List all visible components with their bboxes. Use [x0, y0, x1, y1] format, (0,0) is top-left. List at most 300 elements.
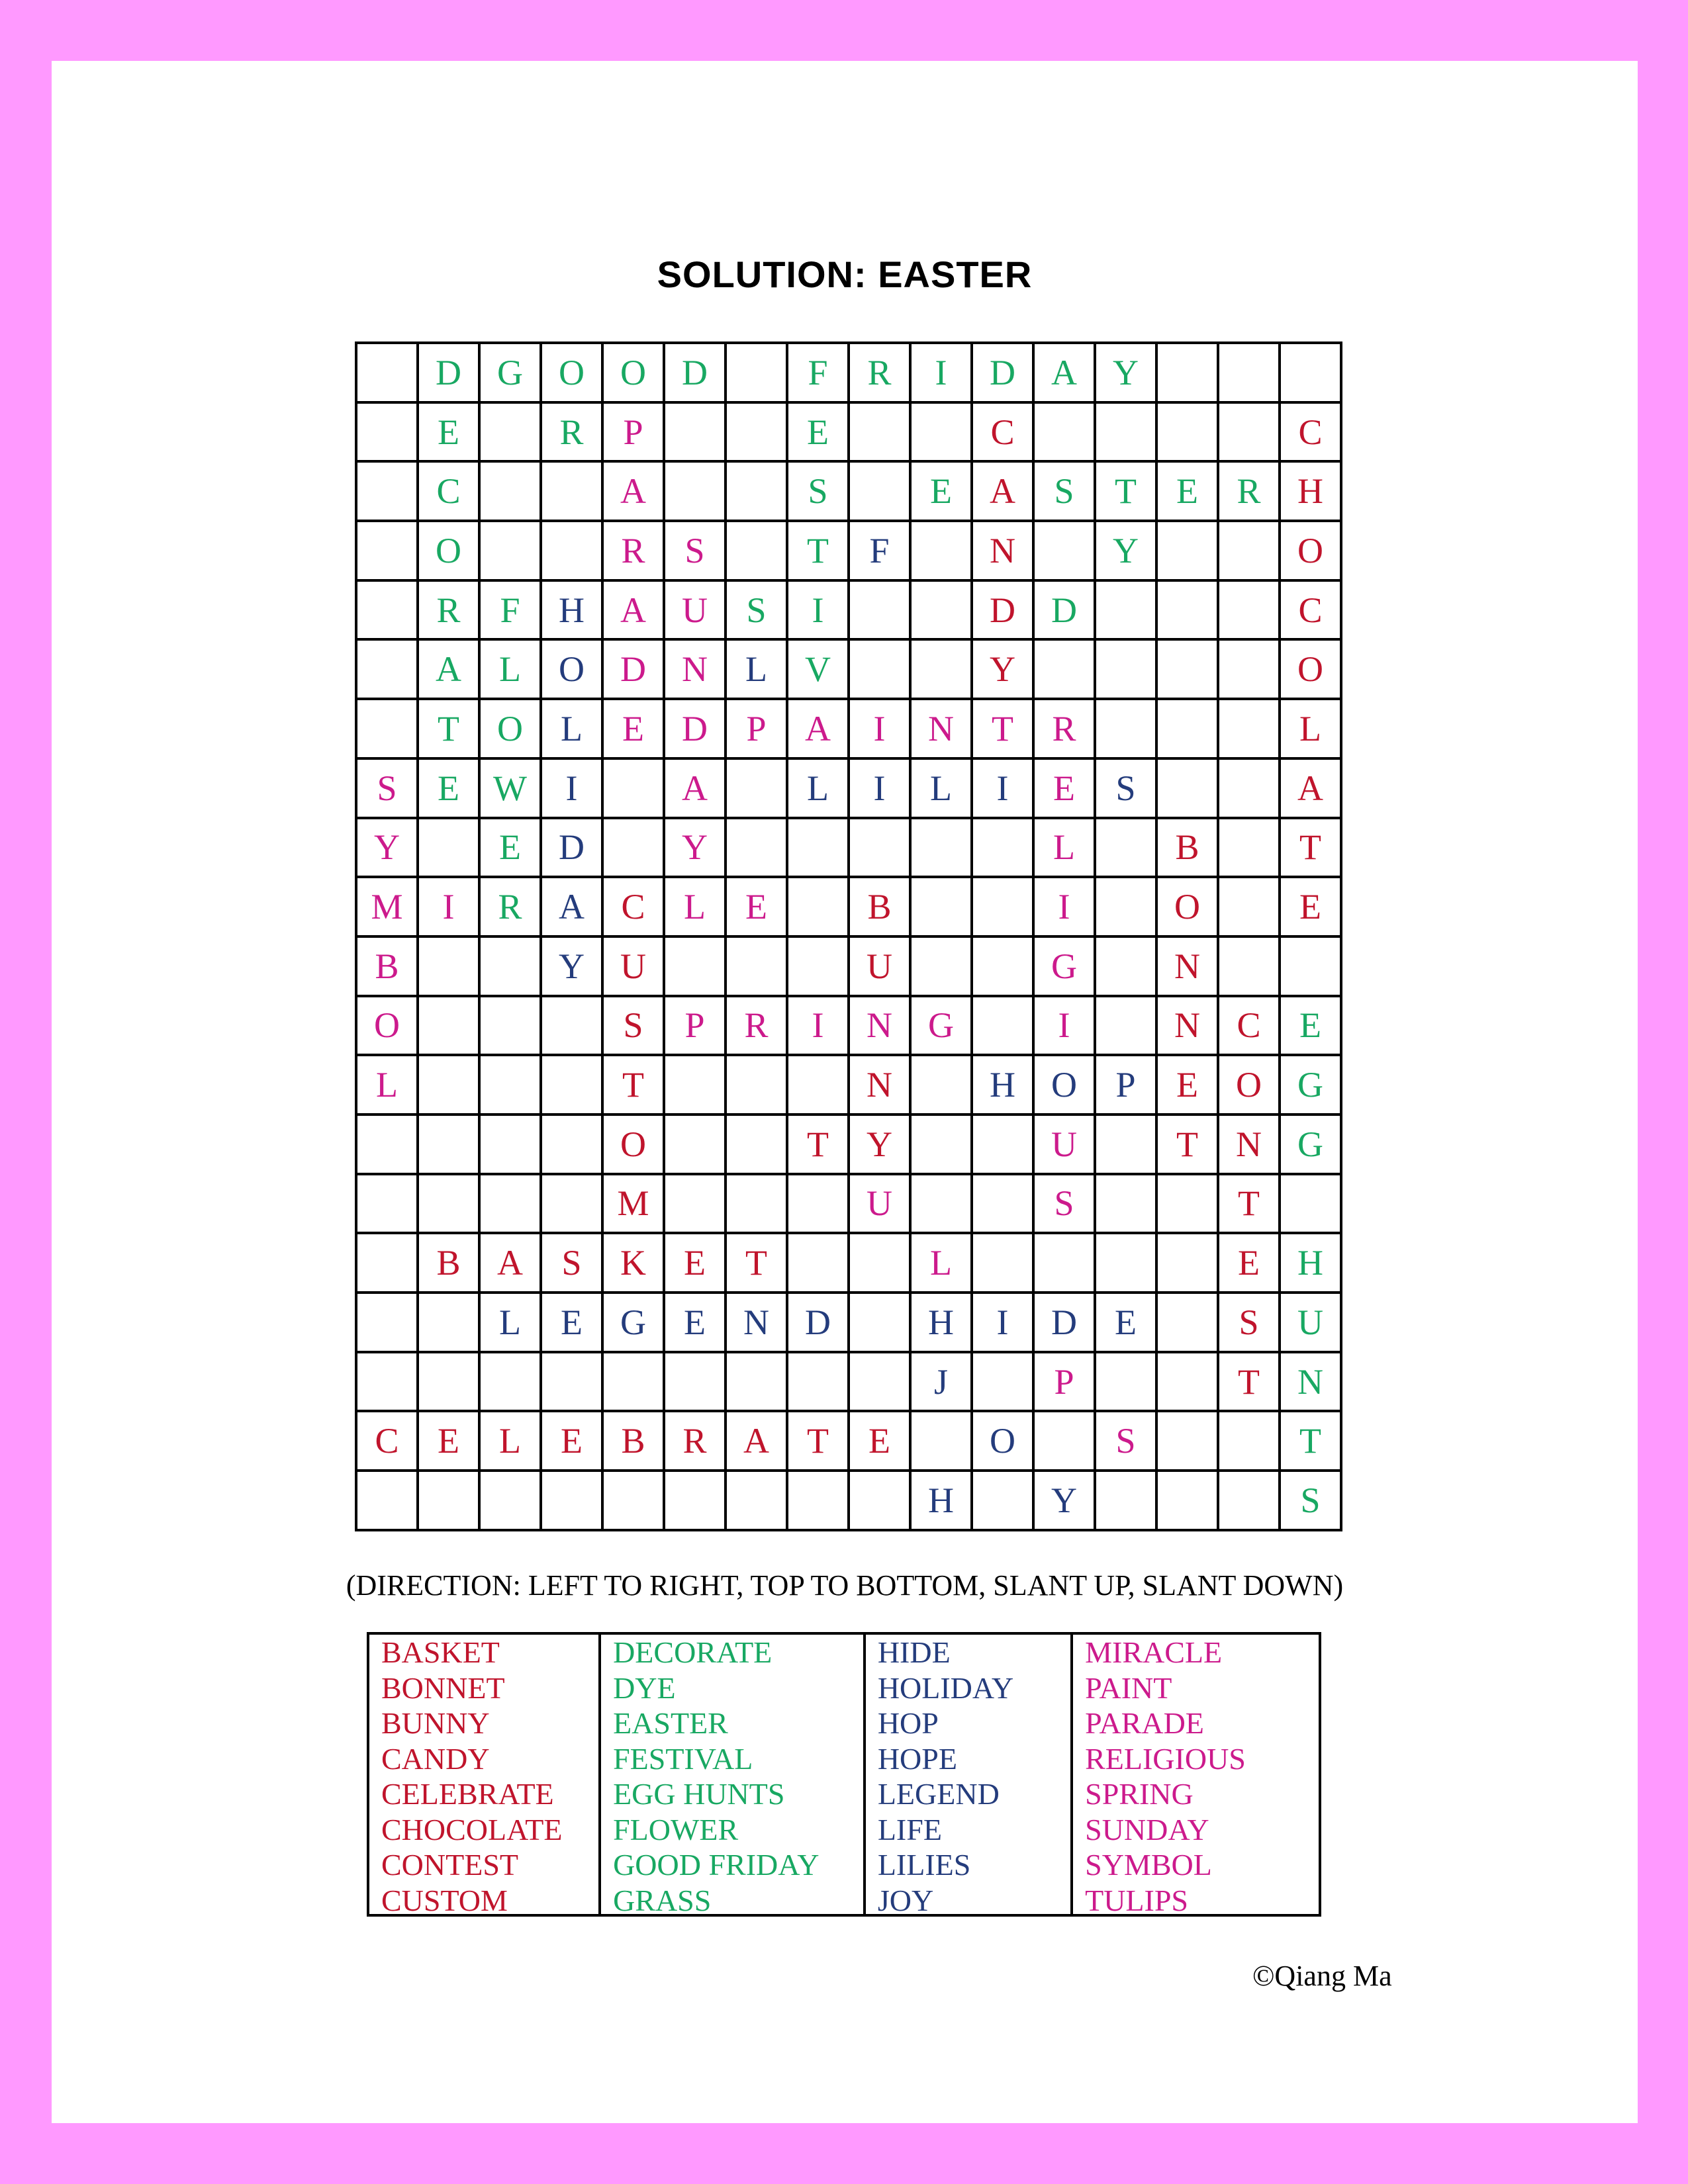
grid-cell — [973, 1353, 1035, 1413]
grid-cell — [1096, 938, 1158, 997]
grid-cell — [973, 1472, 1035, 1531]
grid-cell: N — [1219, 1116, 1281, 1175]
grid-cell — [1158, 404, 1219, 463]
grid-cell — [1035, 404, 1096, 463]
grid-cell: E — [419, 760, 481, 819]
grid-cell: G — [1281, 1116, 1342, 1175]
grid-cell: D — [1035, 582, 1096, 641]
grid-cell — [1096, 641, 1158, 700]
grid-cell — [542, 997, 604, 1057]
word-list-item: CONTEST — [381, 1848, 518, 1882]
word-list-item: HOLIDAY — [877, 1670, 1014, 1705]
grid-cell: D — [973, 582, 1035, 641]
grid-cell — [1219, 760, 1281, 819]
grid-cell — [788, 1353, 850, 1413]
grid-cell — [973, 938, 1035, 997]
grid-cell: L — [1035, 819, 1096, 879]
grid-cell: I — [1035, 997, 1096, 1057]
grid-cell — [1158, 1353, 1219, 1413]
grid-cell — [1281, 344, 1342, 404]
grid-cell — [973, 878, 1035, 938]
grid-cell — [665, 1353, 727, 1413]
grid-cell — [665, 1056, 727, 1116]
grid-cell: P — [1096, 1056, 1158, 1116]
grid-cell — [357, 1175, 419, 1235]
word-list-item: CHOCOLATE — [381, 1812, 563, 1846]
grid-cell — [850, 404, 912, 463]
grid-cell: E — [542, 1294, 604, 1353]
grid-cell — [912, 1116, 973, 1175]
word-list-item: FLOWER — [613, 1812, 739, 1846]
word-list-item: PARADE — [1085, 1706, 1204, 1740]
grid-cell — [850, 463, 912, 522]
grid-cell — [604, 819, 665, 879]
grid-cell — [542, 1175, 604, 1235]
grid-cell: U — [850, 1175, 912, 1235]
grid-cell: J — [912, 1353, 973, 1413]
grid-cell: H — [973, 1056, 1035, 1116]
word-list-item: DYE — [613, 1670, 676, 1705]
grid-cell: I — [850, 760, 912, 819]
grid-cell: M — [604, 1175, 665, 1235]
word-list-item: TULIPS — [1085, 1883, 1189, 1917]
grid-cell: O — [481, 700, 542, 760]
grid-cell: D — [604, 641, 665, 700]
grid-cell: L — [727, 641, 788, 700]
grid-cell — [1158, 344, 1219, 404]
grid-cell — [604, 760, 665, 819]
grid-cell — [481, 1472, 542, 1531]
grid-cell — [788, 1472, 850, 1531]
grid-cell: S — [357, 760, 419, 819]
grid-cell — [727, 819, 788, 879]
grid-cell — [1096, 1234, 1158, 1294]
grid-cell — [850, 1234, 912, 1294]
word-list-item: EGG HUNTS — [613, 1777, 785, 1811]
grid-cell: A — [604, 582, 665, 641]
grid-cell: K — [604, 1234, 665, 1294]
grid-cell — [1158, 1175, 1219, 1235]
grid-cell: B — [357, 938, 419, 997]
word-list-item: HOP — [877, 1706, 939, 1740]
grid-cell: O — [1158, 878, 1219, 938]
grid-cell: S — [1035, 463, 1096, 522]
grid-cell: C — [357, 1412, 419, 1472]
grid-cell — [1281, 938, 1342, 997]
grid-cell: T — [604, 1056, 665, 1116]
grid-cell: A — [604, 463, 665, 522]
grid-cell: E — [665, 1294, 727, 1353]
grid-cell — [542, 1353, 604, 1413]
word-list-column — [369, 1635, 601, 1917]
word-list-item: SUNDAY — [1085, 1812, 1209, 1846]
grid-cell: A — [788, 700, 850, 760]
grid-cell: Y — [850, 1116, 912, 1175]
grid-cell — [1035, 1412, 1096, 1472]
grid-cell — [419, 819, 481, 879]
grid-cell: H — [912, 1294, 973, 1353]
grid-cell — [1096, 819, 1158, 879]
word-list-item: FESTIVAL — [613, 1741, 753, 1776]
grid-cell: F — [850, 522, 912, 582]
grid-cell: T — [788, 522, 850, 582]
word-list-item: JOY — [877, 1883, 934, 1917]
grid-cell: H — [1281, 463, 1342, 522]
grid-cell: I — [1035, 878, 1096, 938]
grid-cell — [1035, 522, 1096, 582]
grid-cell — [542, 1116, 604, 1175]
grid-cell: R — [542, 404, 604, 463]
grid-cell — [1219, 582, 1281, 641]
word-list-item: LEGEND — [877, 1777, 1000, 1811]
grid-cell — [419, 938, 481, 997]
grid-cell — [419, 1175, 481, 1235]
grid-cell — [973, 997, 1035, 1057]
grid-cell: O — [973, 1412, 1035, 1472]
grid-cell: T — [788, 1412, 850, 1472]
grid-cell — [1096, 404, 1158, 463]
grid-cell — [1096, 997, 1158, 1057]
grid-cell — [727, 344, 788, 404]
grid-cell — [1158, 1294, 1219, 1353]
grid-cell: Y — [1035, 1472, 1096, 1531]
grid-cell: O — [357, 997, 419, 1057]
grid-cell: D — [542, 819, 604, 879]
grid-cell — [357, 582, 419, 641]
grid-cell — [727, 1116, 788, 1175]
grid-cell — [1219, 700, 1281, 760]
grid-cell — [542, 522, 604, 582]
word-list-item: SPRING — [1085, 1777, 1194, 1811]
word-list-column — [601, 1635, 866, 1917]
grid-cell — [1158, 582, 1219, 641]
grid-cell: T — [973, 700, 1035, 760]
grid-cell — [542, 463, 604, 522]
grid-cell: Y — [973, 641, 1035, 700]
grid-cell: U — [1035, 1116, 1096, 1175]
grid-cell — [1096, 1175, 1158, 1235]
grid-cell: G — [1035, 938, 1096, 997]
grid-cell: T — [788, 1116, 850, 1175]
grid-cell: S — [788, 463, 850, 522]
grid-cell — [1219, 938, 1281, 997]
grid-cell: I — [912, 344, 973, 404]
grid-cell: V — [788, 641, 850, 700]
grid-cell — [1219, 641, 1281, 700]
word-list-item: MIRACLE — [1085, 1635, 1223, 1669]
grid-cell: N — [1158, 997, 1219, 1057]
grid-cell: P — [604, 404, 665, 463]
grid-cell: E — [788, 404, 850, 463]
grid-cell — [542, 1472, 604, 1531]
grid-cell: E — [419, 1412, 481, 1472]
grid-cell — [419, 1294, 481, 1353]
grid-cell — [727, 1175, 788, 1235]
grid-cell: T — [1158, 1116, 1219, 1175]
grid-cell — [850, 1472, 912, 1531]
grid-cell: L — [912, 1234, 973, 1294]
grid-cell — [481, 463, 542, 522]
word-list-item: CUSTOM — [381, 1883, 508, 1917]
grid-cell: B — [1158, 819, 1219, 879]
direction-note: (DIRECTION: LEFT TO RIGHT, TOP TO BOTTOM, SLANT UP, SLANT DOWN) — [346, 1569, 1344, 1602]
grid-cell: G — [1281, 1056, 1342, 1116]
grid-cell: L — [481, 641, 542, 700]
grid-cell: P — [665, 997, 727, 1057]
grid-cell: N — [665, 641, 727, 700]
grid-cell — [1096, 1472, 1158, 1531]
grid-cell — [1219, 1472, 1281, 1531]
grid-cell: L — [357, 1056, 419, 1116]
grid-cell: N — [850, 997, 912, 1057]
grid-cell: Y — [1096, 522, 1158, 582]
grid-cell — [973, 1116, 1035, 1175]
grid-cell: E — [1035, 760, 1096, 819]
grid-cell — [912, 522, 973, 582]
grid-cell: E — [1281, 878, 1342, 938]
grid-cell — [1096, 878, 1158, 938]
grid-cell — [1096, 582, 1158, 641]
grid-cell: N — [850, 1056, 912, 1116]
grid-cell: E — [727, 878, 788, 938]
grid-cell — [1096, 1353, 1158, 1413]
grid-cell — [912, 878, 973, 938]
grid-cell — [727, 1056, 788, 1116]
grid-cell: E — [1096, 1294, 1158, 1353]
grid-cell: C — [604, 878, 665, 938]
grid-cell: N — [727, 1294, 788, 1353]
grid-cell — [1219, 819, 1281, 879]
grid-cell — [1158, 1234, 1219, 1294]
grid-cell: G — [481, 344, 542, 404]
grid-cell — [727, 404, 788, 463]
grid-cell — [481, 1175, 542, 1235]
grid-cell: U — [604, 938, 665, 997]
grid-cell: I — [973, 760, 1035, 819]
grid-cell: I — [850, 700, 912, 760]
grid-cell: A — [481, 1234, 542, 1294]
grid-cell — [727, 522, 788, 582]
grid-cell — [357, 404, 419, 463]
grid-cell: O — [604, 344, 665, 404]
word-list-item: BASKET — [381, 1635, 500, 1669]
grid-cell — [1035, 641, 1096, 700]
grid-cell: U — [850, 938, 912, 997]
grid-cell — [357, 1294, 419, 1353]
grid-cell — [481, 522, 542, 582]
grid-cell — [912, 1175, 973, 1235]
grid-cell: R — [1035, 700, 1096, 760]
grid-cell — [850, 1353, 912, 1413]
grid-cell: R — [850, 344, 912, 404]
grid-cell — [912, 1412, 973, 1472]
grid-cell: C — [1281, 404, 1342, 463]
grid-cell: C — [419, 463, 481, 522]
grid-cell — [419, 1116, 481, 1175]
grid-cell: L — [912, 760, 973, 819]
grid-cell: O — [542, 344, 604, 404]
grid-cell — [357, 700, 419, 760]
grid-cell — [665, 1116, 727, 1175]
word-list-item: BUNNY — [381, 1706, 490, 1740]
grid-cell: A — [1281, 760, 1342, 819]
grid-cell — [1158, 1472, 1219, 1531]
grid-cell — [912, 819, 973, 879]
grid-cell: O — [542, 641, 604, 700]
word-list-item: SYMBOL — [1085, 1848, 1212, 1882]
grid-cell — [665, 1175, 727, 1235]
grid-cell — [850, 1294, 912, 1353]
grid-cell: L — [665, 878, 727, 938]
grid-cell: C — [1281, 582, 1342, 641]
grid-cell: S — [727, 582, 788, 641]
grid-cell: T — [419, 700, 481, 760]
grid-cell: D — [788, 1294, 850, 1353]
grid-cell: I — [542, 760, 604, 819]
grid-cell: I — [788, 582, 850, 641]
grid-cell: S — [1096, 760, 1158, 819]
grid-cell — [1281, 1175, 1342, 1235]
grid-cell: U — [665, 582, 727, 641]
grid-cell — [481, 1353, 542, 1413]
grid-cell — [481, 404, 542, 463]
grid-cell: D — [665, 700, 727, 760]
grid-cell: D — [1035, 1294, 1096, 1353]
word-list-item: HIDE — [877, 1635, 951, 1669]
grid-cell: P — [1035, 1353, 1096, 1413]
grid-cell — [665, 404, 727, 463]
grid-cell — [912, 582, 973, 641]
word-list-item: GOOD FRIDAY — [613, 1848, 820, 1882]
grid-cell: A — [419, 641, 481, 700]
grid-cell: O — [1281, 641, 1342, 700]
grid-cell: E — [604, 700, 665, 760]
grid-cell: E — [912, 463, 973, 522]
grid-cell: N — [1158, 938, 1219, 997]
grid-cell — [665, 938, 727, 997]
grid-cell — [665, 1472, 727, 1531]
grid-cell: O — [1035, 1056, 1096, 1116]
grid-cell: W — [481, 760, 542, 819]
grid-cell: F — [481, 582, 542, 641]
grid-cell: Y — [1096, 344, 1158, 404]
grid-cell: L — [481, 1412, 542, 1472]
grid-cell: A — [542, 878, 604, 938]
grid-cell: L — [788, 760, 850, 819]
grid-cell — [1158, 641, 1219, 700]
grid-cell — [357, 1472, 419, 1531]
word-list-item: LILIES — [877, 1848, 971, 1882]
grid-cell: L — [542, 700, 604, 760]
grid-cell — [973, 819, 1035, 879]
grid-cell — [1219, 522, 1281, 582]
grid-cell — [481, 997, 542, 1057]
grid-cell — [357, 1234, 419, 1294]
grid-cell: E — [1281, 997, 1342, 1057]
grid-cell — [542, 1056, 604, 1116]
grid-cell: H — [542, 582, 604, 641]
grid-cell: H — [1281, 1234, 1342, 1294]
grid-cell: G — [912, 997, 973, 1057]
grid-cell: I — [788, 997, 850, 1057]
grid-cell: T — [1281, 819, 1342, 879]
grid-cell: R — [419, 582, 481, 641]
grid-cell: U — [1281, 1294, 1342, 1353]
grid-cell: T — [1219, 1353, 1281, 1413]
grid-cell: Y — [665, 819, 727, 879]
grid-cell — [788, 819, 850, 879]
grid-cell: T — [1096, 463, 1158, 522]
grid-cell: A — [727, 1412, 788, 1472]
grid-cell: S — [665, 522, 727, 582]
grid-cell: B — [850, 878, 912, 938]
grid-cell: T — [1219, 1175, 1281, 1235]
grid-cell: L — [1281, 700, 1342, 760]
grid-cell — [850, 641, 912, 700]
word-list-item: PAINT — [1085, 1670, 1172, 1705]
grid-cell: A — [1035, 344, 1096, 404]
grid-cell: E — [850, 1412, 912, 1472]
grid-cell: N — [1281, 1353, 1342, 1413]
word-list-item: BONNET — [381, 1670, 505, 1705]
grid-cell — [1158, 522, 1219, 582]
grid-cell — [665, 463, 727, 522]
grid-cell — [604, 1353, 665, 1413]
grid-cell: N — [973, 522, 1035, 582]
grid-cell: O — [419, 522, 481, 582]
word-list — [367, 1632, 1321, 1917]
grid-cell — [1158, 1412, 1219, 1472]
word-list-item: RELIGIOUS — [1085, 1741, 1246, 1776]
word-list-item: HOPE — [877, 1741, 957, 1776]
grid-cell: N — [912, 700, 973, 760]
grid-cell: D — [665, 344, 727, 404]
grid-cell: Y — [357, 819, 419, 879]
grid-cell — [357, 1116, 419, 1175]
grid-cell: H — [912, 1472, 973, 1531]
page-title: SOLUTION: EASTER — [657, 253, 1033, 295]
grid-cell — [788, 878, 850, 938]
grid-cell: T — [1281, 1412, 1342, 1472]
word-list-column — [866, 1635, 1073, 1917]
word-list-item: CANDY — [381, 1741, 490, 1776]
grid-cell — [1219, 404, 1281, 463]
grid-cell — [357, 522, 419, 582]
grid-cell: R — [727, 997, 788, 1057]
grid-cell — [850, 819, 912, 879]
word-list-item: GRASS — [613, 1883, 712, 1917]
grid-cell — [1096, 1116, 1158, 1175]
grid-cell — [419, 1472, 481, 1531]
grid-cell: R — [481, 878, 542, 938]
grid-cell: E — [542, 1412, 604, 1472]
word-list-item: CELEBRATE — [381, 1777, 554, 1811]
grid-cell — [973, 1234, 1035, 1294]
grid-cell: E — [1158, 463, 1219, 522]
grid-cell: C — [973, 404, 1035, 463]
word-list-item: EASTER — [613, 1706, 728, 1740]
grid-cell: D — [419, 344, 481, 404]
grid-cell: F — [788, 344, 850, 404]
grid-cell: O — [604, 1116, 665, 1175]
grid-cell — [850, 582, 912, 641]
grid-cell: A — [665, 760, 727, 819]
grid-cell — [481, 938, 542, 997]
grid-cell: O — [1219, 1056, 1281, 1116]
grid-cell — [419, 997, 481, 1057]
grid-cell — [357, 641, 419, 700]
grid-cell — [727, 463, 788, 522]
